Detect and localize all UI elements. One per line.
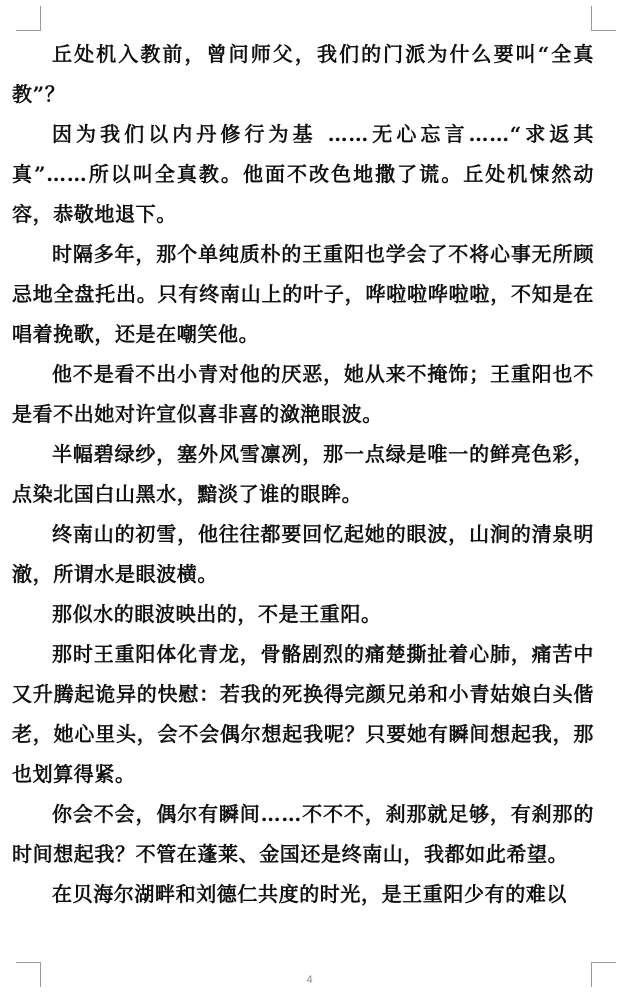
paragraph-7: 那似水的眼波映出的，不是王重阳。 xyxy=(52,602,382,626)
page-corner-mark-top-right xyxy=(591,6,616,31)
paragraph-10: 在贝海尔湖畔和刘德仁共度的时光，是王重阳少有的难以 xyxy=(52,882,567,906)
paragraph-8: 那时王重阳体化青龙，骨骼剧烈的痛楚撕扯着心肺，痛苦中又升腾起诡异的快慰：若我的死换得完颜兄弟和小青姑娘白头偕老，她心里头，会不会偶尔想起我呢？只要她有瞬间想起我，那也划算得紧。 xyxy=(12,642,594,786)
page-corner-mark-top-left xyxy=(16,6,41,31)
paragraph-4: 他不是看不出小青对他的厌恶，她从来不掩饰；王重阳也不是看不出她对许宣似喜非喜的潋滟眼波。 xyxy=(12,362,594,426)
paragraph-1: 丘处机入教前，曾问师父，我们的门派为什么要叫“全真教”？ xyxy=(12,42,594,106)
page-number: 4 xyxy=(306,974,313,986)
document-body xyxy=(12,34,594,914)
paragraph-5: 半幅碧绿纱，塞外风雪凛冽，那一点绿是唯一的鲜亮色彩，点染北国白山黑水，黯淡了谁的眼眸。 xyxy=(12,442,594,506)
paragraph-2: 因为我们以内丹修行为基 ……无心忘言……“求返其真”……所以叫全真教。他面不改色地撒了谎。丘处机悚然动容，恭敬地退下。 xyxy=(12,122,594,226)
paragraph-9: 你会不会，偶尔有瞬间……不不不，刹那就足够，有刹那的时间想起我？不管在蓬莱、金国还是终南山，我都如此希望。 xyxy=(12,802,594,866)
paragraph-6: 终南山的初雪，他往往都要回忆起她的眼波，山涧的清泉明澈，所谓水是眼波横。 xyxy=(12,522,594,586)
paragraph-3: 时隔多年，那个单纯质朴的王重阳也学会了不将心事无所顾忌地全盘托出。只有终南山上的叶子，哗啦啦哗啦啦，不知是在唱着挽歌，还是在嘲笑他。 xyxy=(12,242,594,346)
